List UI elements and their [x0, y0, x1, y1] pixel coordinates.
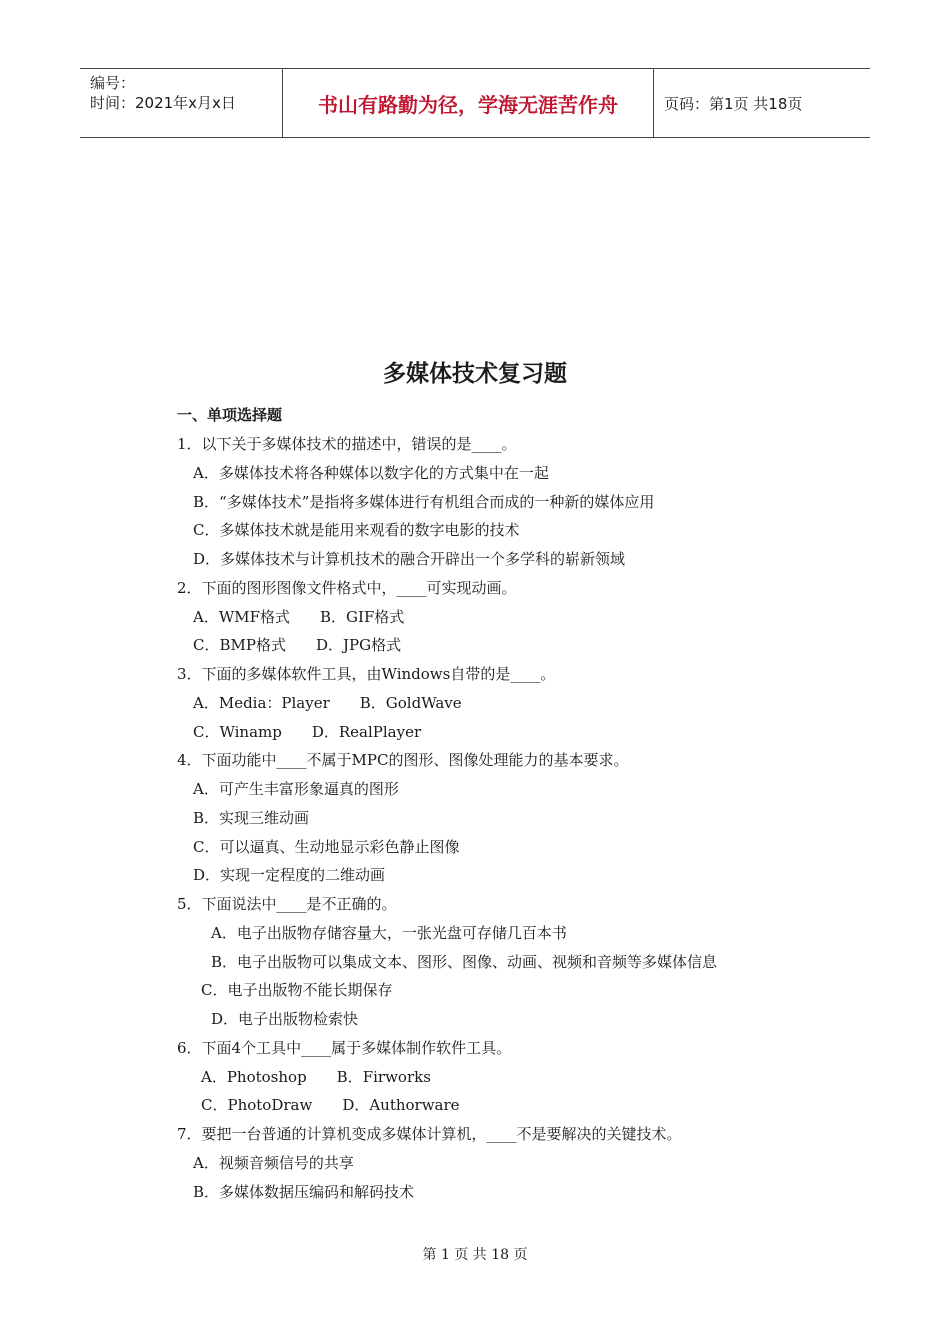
option-1b: B．“多媒体技术”是指将多媒体进行有机组合而成的一种新的媒体应用	[193, 492, 655, 511]
option-4c: C．可以逼真、生动地显示彩色静止图像	[193, 837, 460, 856]
option-6a: A．Photoshop	[201, 1067, 307, 1086]
option-5b: B．电子出版物可以集成文本、图形、图像、动画、视频和音频等多媒体信息	[211, 952, 718, 971]
options-3ab	[0, 689, 950, 718]
question-list	[0, 430, 950, 1206]
option-5c: C．电子出版物不能长期保存	[201, 981, 393, 1000]
option-1d: D．多媒体技术与计算机技术的融合开辟出一个多学科的崭新领域	[193, 550, 626, 568]
page-footer: 第 1 页 共 18 页	[422, 1247, 528, 1263]
option-2a: A．WMF格式	[193, 607, 291, 626]
question-3: 3．下面的多媒体软件工具，由Windows自带的是____。	[177, 665, 556, 683]
options-3cd	[0, 718, 950, 747]
option-7b: B．多媒体数据压编码和解码技术	[193, 1182, 415, 1201]
question-2: 2．下面的图形图像文件格式中，____可实现动画。	[177, 578, 517, 597]
option-2b: B．GIF格式	[320, 607, 405, 626]
header-time: 时间：2021年x月x日	[90, 94, 236, 112]
option-5a: A．电子出版物存储容量大，一张光盘可存储几百本书	[211, 923, 567, 942]
question-6: 6．下面4个工具中____属于多媒体制作软件工具。	[177, 1038, 512, 1057]
option-2d: D．JPG格式	[315, 636, 402, 655]
option-4a: A．可产生丰富形象逼真的图形	[193, 780, 399, 798]
option-6b: B．Firworks	[336, 1067, 431, 1086]
header-page-info: 页码：第1页 共18页	[664, 94, 803, 113]
header-motto: 书山有路勤为径，学海无涯苦作舟	[282, 69, 654, 137]
options-6cd	[0, 1091, 950, 1120]
option-3a: A．Media：Player	[193, 693, 330, 712]
option-4b: B．实现三维动画	[193, 808, 310, 827]
options-2cd	[0, 631, 950, 660]
question-4: 4．下面功能中____不属于MPC的图形、图像处理能力的基本要求。	[177, 751, 629, 770]
section-heading: 一、单项选择题	[177, 406, 283, 424]
header-number: 编号：	[90, 74, 136, 92]
option-1c: C．多媒体技术就是能用来观看的数字电影的技术	[193, 521, 520, 540]
option-3b: B．GoldWave	[359, 693, 462, 712]
option-6c: C．PhotoDraw	[201, 1096, 313, 1115]
options-6ab	[0, 1063, 950, 1092]
question-7: 7．要把一台普通的计算机变成多媒体计算机，____不是要解决的关键技术。	[177, 1125, 682, 1143]
option-3c: C．Winamp	[193, 722, 282, 741]
option-1a: A．多媒体技术将各种媒体以数字化的方式集中在一起	[193, 463, 549, 482]
option-6d: D．Authorware	[342, 1096, 460, 1115]
option-5d: D．电子出版物检索快	[211, 1010, 359, 1028]
option-7a: A．视频音频信号的共享	[193, 1153, 354, 1172]
option-4d: D．实现一定程度的二维动画	[193, 866, 386, 885]
option-2c: C．BMP格式	[193, 636, 286, 655]
header-meta	[80, 69, 282, 137]
page-header	[80, 68, 870, 138]
question-1: 1．以下关于多媒体技术的描述中，错误的是____。	[177, 435, 517, 453]
option-3d: D．RealPlayer	[311, 722, 422, 741]
question-5: 5．下面说法中____是不正确的。	[177, 895, 397, 913]
document-title: 多媒体技术复习题	[383, 361, 567, 387]
options-2ab	[0, 603, 950, 632]
